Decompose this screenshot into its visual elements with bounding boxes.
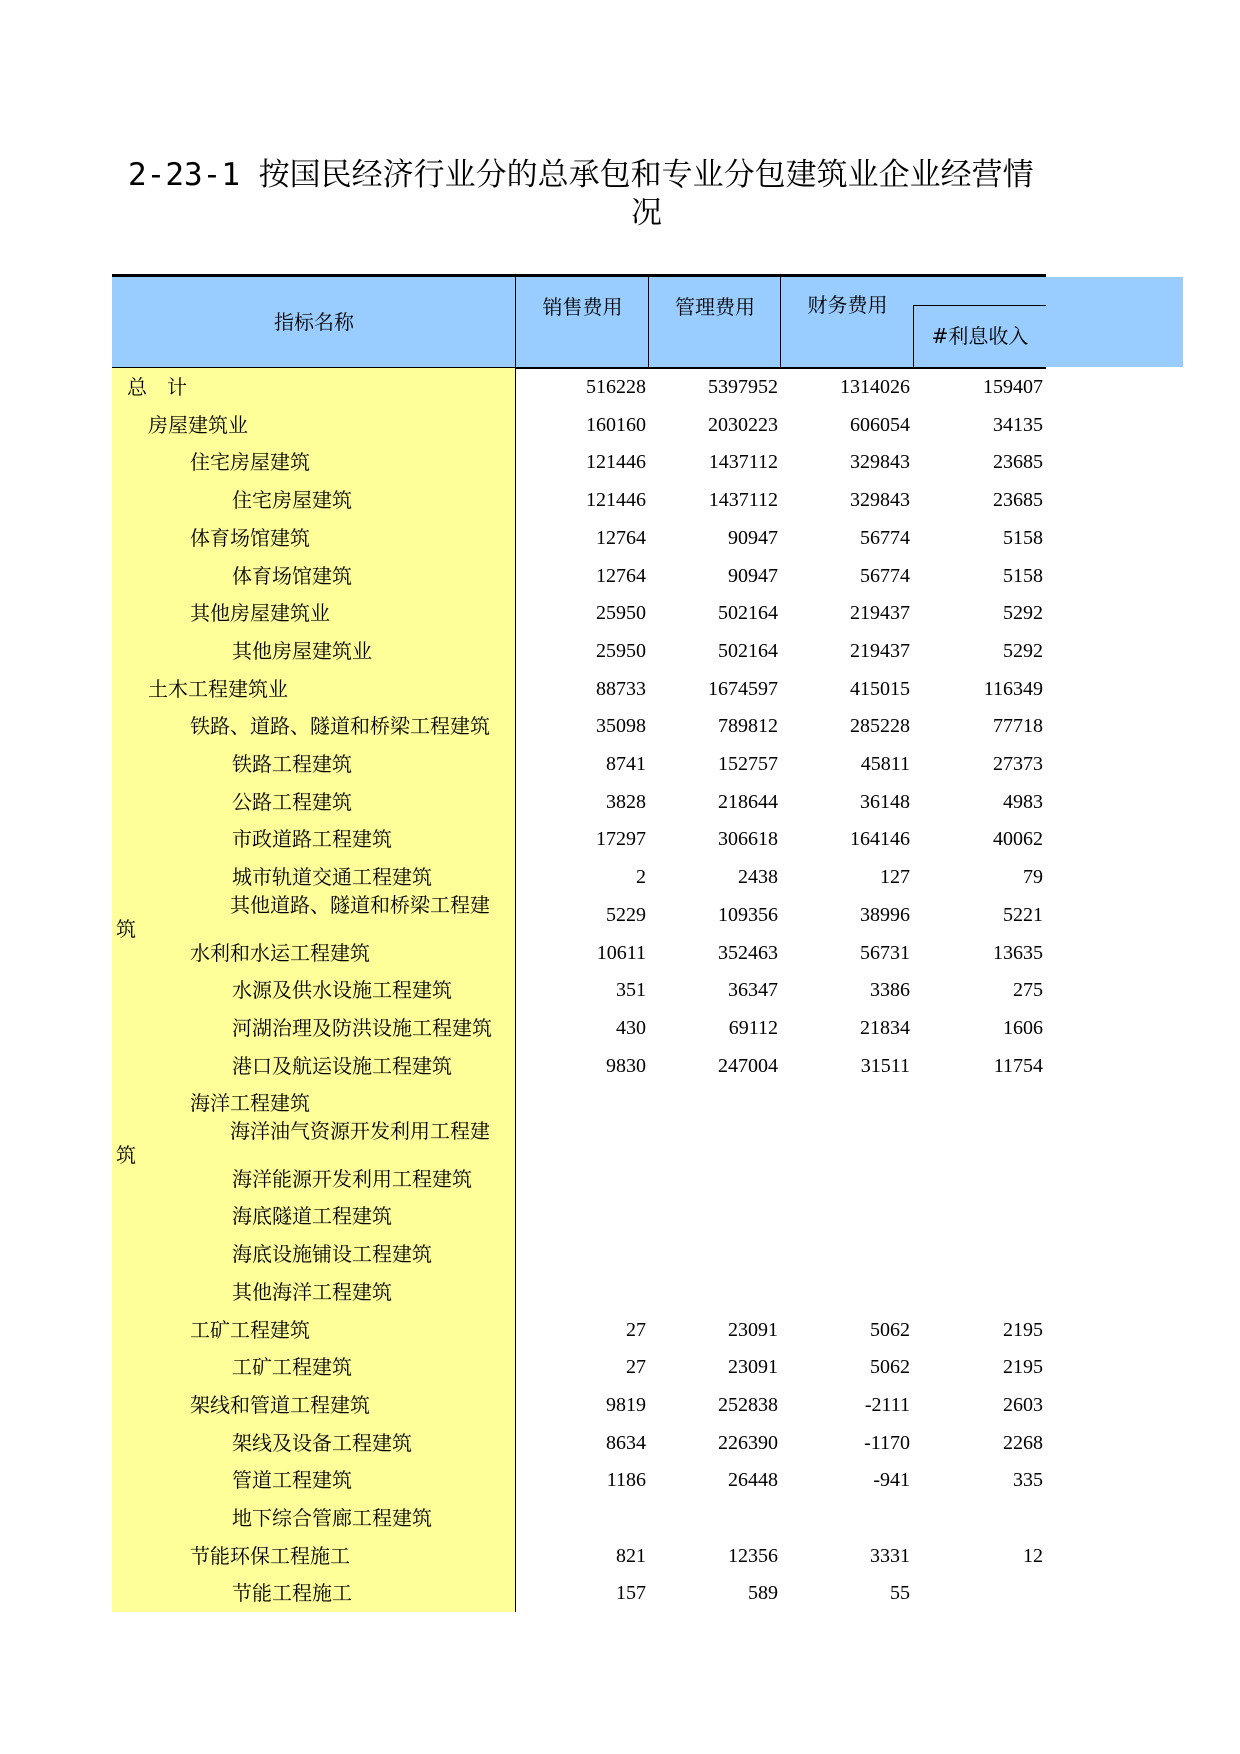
row-name-text: 节能环保工程施工 [190,1543,350,1568]
interest-income-cell: 11754 [993,1054,1043,1077]
interest-income-cell: 34135 [993,413,1043,436]
table-row [0,971,1240,1009]
table-row [0,1461,1240,1499]
row-name [112,1160,516,1198]
row-name-text: 其他房屋建筑业 [232,638,372,663]
row-name [112,406,516,444]
finance-expense-cell: 3331 [870,1544,910,1567]
interest-income-cell: 5158 [1003,526,1043,549]
admin-expense-cell: 2438 [738,866,778,889]
row-name [112,481,516,519]
row-name-line-2: 筑 [116,1143,136,1167]
row-name-line-1: 海洋油气资源开发利用工程建 [230,1119,490,1143]
interest-income-cell: 335 [1013,1469,1043,1492]
interest-income-cell: 2195 [1003,1318,1043,1341]
finance-expense-cell: 56774 [860,526,910,549]
selling-expense-cell: 8634 [606,1431,646,1454]
interest-income-cell: 159407 [983,376,1043,398]
row-name [112,1348,516,1386]
header-interest-income: #利息收入 [931,324,1029,348]
row-name [112,890,516,941]
table-row [0,820,1240,858]
table-row [0,1348,1240,1386]
table-row [0,1119,1240,1167]
header-indicator-name: 指标名称 [274,310,354,334]
finance-expense-cell: 38996 [860,903,910,926]
row-name [112,1574,516,1612]
row-name [112,632,516,670]
admin-expense-cell: 1437112 [708,489,778,512]
row-name [112,1386,516,1424]
interest-income-cell: 2195 [1003,1356,1043,1379]
admin-expense-cell: 1674597 [708,677,778,700]
finance-expense-cell: 5062 [870,1356,910,1379]
row-name-text: 港口及航运设施工程建筑 [232,1053,452,1078]
title-line-2: 况 [631,195,662,231]
row-name-text: 总 计 [127,375,187,399]
admin-expense-cell: 218644 [718,790,778,813]
table-row [0,632,1240,670]
table-row [0,1160,1240,1198]
admin-expense-cell: 502164 [718,639,778,662]
table-row [0,368,1240,406]
table-row [0,519,1240,557]
selling-expense-cell: 3828 [606,790,646,813]
row-name-text: 体育场馆建筑 [232,563,352,588]
selling-expense-cell: 17297 [596,828,646,851]
row-name-text: 水利和水运工程建筑 [190,940,370,965]
row-name-text: 海洋能源开发利用工程建筑 [232,1166,472,1191]
row-name-text: 架线和管道工程建筑 [190,1392,370,1417]
row-name-text: 海底隧道工程建筑 [232,1204,392,1229]
finance-expense-cell: 45811 [860,753,910,775]
row-name-text: 市政道路工程建筑 [232,827,392,852]
selling-expense-cell: 351 [616,979,646,1002]
table-row [0,443,1240,481]
finance-expense-cell: 56731 [860,941,910,964]
admin-expense-cell: 152757 [718,753,778,775]
interest-income-cell: 5221 [1003,903,1043,926]
row-name-text: 水源及供水设施工程建筑 [232,978,452,1003]
finance-expense-cell: 55 [890,1582,910,1605]
row-name [112,1009,516,1047]
row-name-text: 节能工程施工 [232,1581,352,1606]
interest-income-cell: 275 [1013,979,1043,1002]
admin-expense-cell: 5397952 [708,376,778,398]
table-row [0,934,1240,972]
header-divider [913,305,914,368]
admin-expense-cell: 252838 [718,1393,778,1416]
header-divider [780,277,781,368]
finance-expense-cell: 285228 [850,715,910,738]
row-name [112,1235,516,1273]
row-name-text: 住宅房屋建筑 [190,450,310,475]
row-name [112,1197,516,1235]
table-row [0,481,1240,519]
admin-expense-cell: 90947 [728,526,778,549]
selling-expense-cell: 10611 [596,941,646,964]
header-divider [515,277,516,368]
selling-expense-cell: 9830 [606,1054,646,1077]
row-name [112,443,516,481]
admin-expense-cell: 2030223 [708,413,778,436]
finance-expense-cell: 329843 [850,451,910,474]
row-name [112,1424,516,1462]
interest-income-cell: 12 [1023,1544,1043,1567]
admin-expense-cell: 502164 [718,602,778,625]
selling-expense-cell: 2 [636,866,646,889]
selling-expense-cell: 9819 [606,1393,646,1416]
finance-expense-cell: 56774 [860,564,910,587]
table-row [0,1047,1240,1085]
row-name-text: 其他房屋建筑业 [190,601,330,626]
row-name [112,1273,516,1311]
finance-expense-cell: 3386 [870,979,910,1002]
row-name [112,594,516,632]
selling-expense-cell: 8741 [606,753,646,775]
row-name [112,1537,516,1575]
table-row [0,783,1240,821]
header-finance-expense: 财务费用 [807,293,888,317]
selling-expense-cell: 25950 [596,602,646,625]
row-name [112,1047,516,1085]
admin-expense-cell: 306618 [718,828,778,851]
row-name-text: 其他海洋工程建筑 [232,1279,392,1304]
row-name [112,1116,516,1167]
interest-income-cell: 27373 [993,753,1043,775]
row-name-text: 公路工程建筑 [232,789,352,814]
header-selling-expense: 销售费用 [542,295,623,319]
interest-income-cell: 5292 [1003,602,1043,625]
selling-expense-cell: 516228 [586,376,646,398]
interest-income-cell: 79 [1023,866,1043,889]
row-name [112,368,516,406]
interest-income-cell: 2603 [1003,1393,1043,1416]
admin-expense-cell: 589 [748,1582,778,1605]
finance-expense-cell: 415015 [850,677,910,700]
row-name-text: 住宅房屋建筑 [232,488,352,513]
table-row [0,1386,1240,1424]
finance-expense-cell: 31511 [860,1054,910,1077]
table-row [0,1424,1240,1462]
header-divider [648,277,649,368]
table-row [0,745,1240,783]
row-name [112,783,516,821]
table-row [0,1235,1240,1273]
row-name [112,1499,516,1537]
row-name-text: 海洋工程建筑 [190,1091,310,1116]
row-name-text: 海底设施铺设工程建筑 [232,1242,432,1267]
admin-expense-cell: 352463 [718,941,778,964]
finance-expense-cell: 164146 [850,828,910,851]
finance-expense-cell: -1170 [864,1431,910,1454]
finance-expense-cell: -941 [873,1469,910,1492]
interest-income-cell: 116349 [983,677,1043,700]
row-name-text: 铁路、道路、隧道和桥梁工程建筑 [190,714,490,739]
row-name-text: 管道工程建筑 [232,1468,352,1493]
selling-expense-cell: 12764 [596,526,646,549]
interest-income-cell: 77718 [993,715,1043,738]
row-name [112,707,516,745]
selling-expense-cell: 1186 [606,1469,646,1492]
table-row [0,557,1240,595]
table-row [0,1311,1240,1349]
selling-expense-cell: 5229 [606,903,646,926]
interest-income-cell: 5292 [1003,639,1043,662]
row-name-text: 河湖治理及防洪设施工程建筑 [232,1015,492,1040]
selling-expense-cell: 88733 [596,677,646,700]
selling-expense-cell: 12764 [596,564,646,587]
table-title [0,155,1240,235]
table-row [0,1537,1240,1575]
finance-expense-cell: 329843 [850,489,910,512]
admin-expense-cell: 789812 [718,715,778,738]
header-admin-expense: 管理费用 [675,295,755,319]
selling-expense-cell: 35098 [596,715,646,738]
row-name-line-2: 筑 [116,916,136,941]
selling-expense-cell: 121446 [586,489,646,512]
table-row [0,594,1240,632]
finance-expense-cell: 5062 [870,1318,910,1341]
row-name-text: 地下综合管廊工程建筑 [232,1506,432,1530]
row-name [112,1461,516,1499]
interest-income-cell: 4983 [1003,790,1043,813]
admin-expense-cell: 247004 [718,1054,778,1077]
admin-expense-cell: 23091 [728,1318,778,1341]
row-name [112,934,516,972]
row-name-text: 工矿工程建筑 [232,1355,352,1380]
admin-expense-cell: 1437112 [708,451,778,474]
selling-expense-cell: 27 [626,1356,646,1379]
row-name-text: 房屋建筑业 [148,412,248,437]
table-row [0,1197,1240,1235]
admin-expense-cell: 90947 [728,564,778,587]
table-row [0,1009,1240,1047]
interest-income-cell: 1606 [1003,1016,1043,1039]
selling-expense-cell: 25950 [596,639,646,662]
admin-expense-cell: 36347 [728,979,778,1002]
table-row [0,1574,1240,1612]
admin-expense-cell: 26448 [728,1469,778,1492]
finance-expense-cell: 36148 [860,790,910,813]
table-row [0,707,1240,745]
row-name-text: 铁路工程建筑 [232,752,352,776]
interest-income-cell: 13635 [993,941,1043,964]
finance-expense-cell: 219437 [850,602,910,625]
row-name [112,971,516,1009]
finance-expense-cell: 219437 [850,639,910,662]
table-row [0,1273,1240,1311]
row-name-text: 土木工程建筑业 [148,676,288,701]
interest-income-cell: 5158 [1003,564,1043,587]
finance-expense-cell: 21834 [860,1016,910,1039]
selling-expense-cell: 160160 [586,413,646,436]
finance-expense-cell: 1314026 [840,376,910,398]
title-line-1: 2-23-1 按国民经济行业分的总承包和专业分包建筑业企业经营情 [128,157,1034,193]
admin-expense-cell: 109356 [718,903,778,926]
selling-expense-cell: 821 [616,1544,646,1567]
admin-expense-cell: 23091 [728,1356,778,1379]
row-name-line-1: 其他道路、隧道和桥梁工程建 [230,892,490,917]
selling-expense-cell: 157 [616,1582,646,1605]
interest-income-cell: 23685 [993,451,1043,474]
row-name [112,745,516,783]
interest-income-cell: 23685 [993,489,1043,512]
interest-income-cell: 2268 [1003,1431,1043,1454]
finance-expense-cell: 127 [880,866,910,889]
finance-expense-cell: -2111 [864,1393,910,1416]
row-name [112,820,516,858]
row-name-text: 城市轨道交通工程建筑 [232,865,432,890]
selling-expense-cell: 121446 [586,451,646,474]
admin-expense-cell: 226390 [718,1431,778,1454]
interest-income-cell: 40062 [993,828,1043,851]
row-name [112,670,516,708]
table-row [0,892,1240,941]
admin-expense-cell: 69112 [728,1016,778,1039]
table-row [0,406,1240,444]
row-name [112,519,516,557]
selling-expense-cell: 430 [616,1016,646,1039]
row-name-text: 体育场馆建筑 [190,525,310,550]
table-row [0,1499,1240,1537]
header-sub-rule [913,305,1046,306]
selling-expense-cell: 27 [626,1318,646,1341]
table-row [0,670,1240,708]
row-name [112,557,516,595]
row-name [112,1311,516,1349]
row-name-text: 工矿工程建筑 [190,1317,310,1342]
admin-expense-cell: 12356 [728,1544,778,1567]
finance-expense-cell: 606054 [850,413,910,436]
row-name-text: 架线及设备工程建筑 [232,1430,412,1455]
